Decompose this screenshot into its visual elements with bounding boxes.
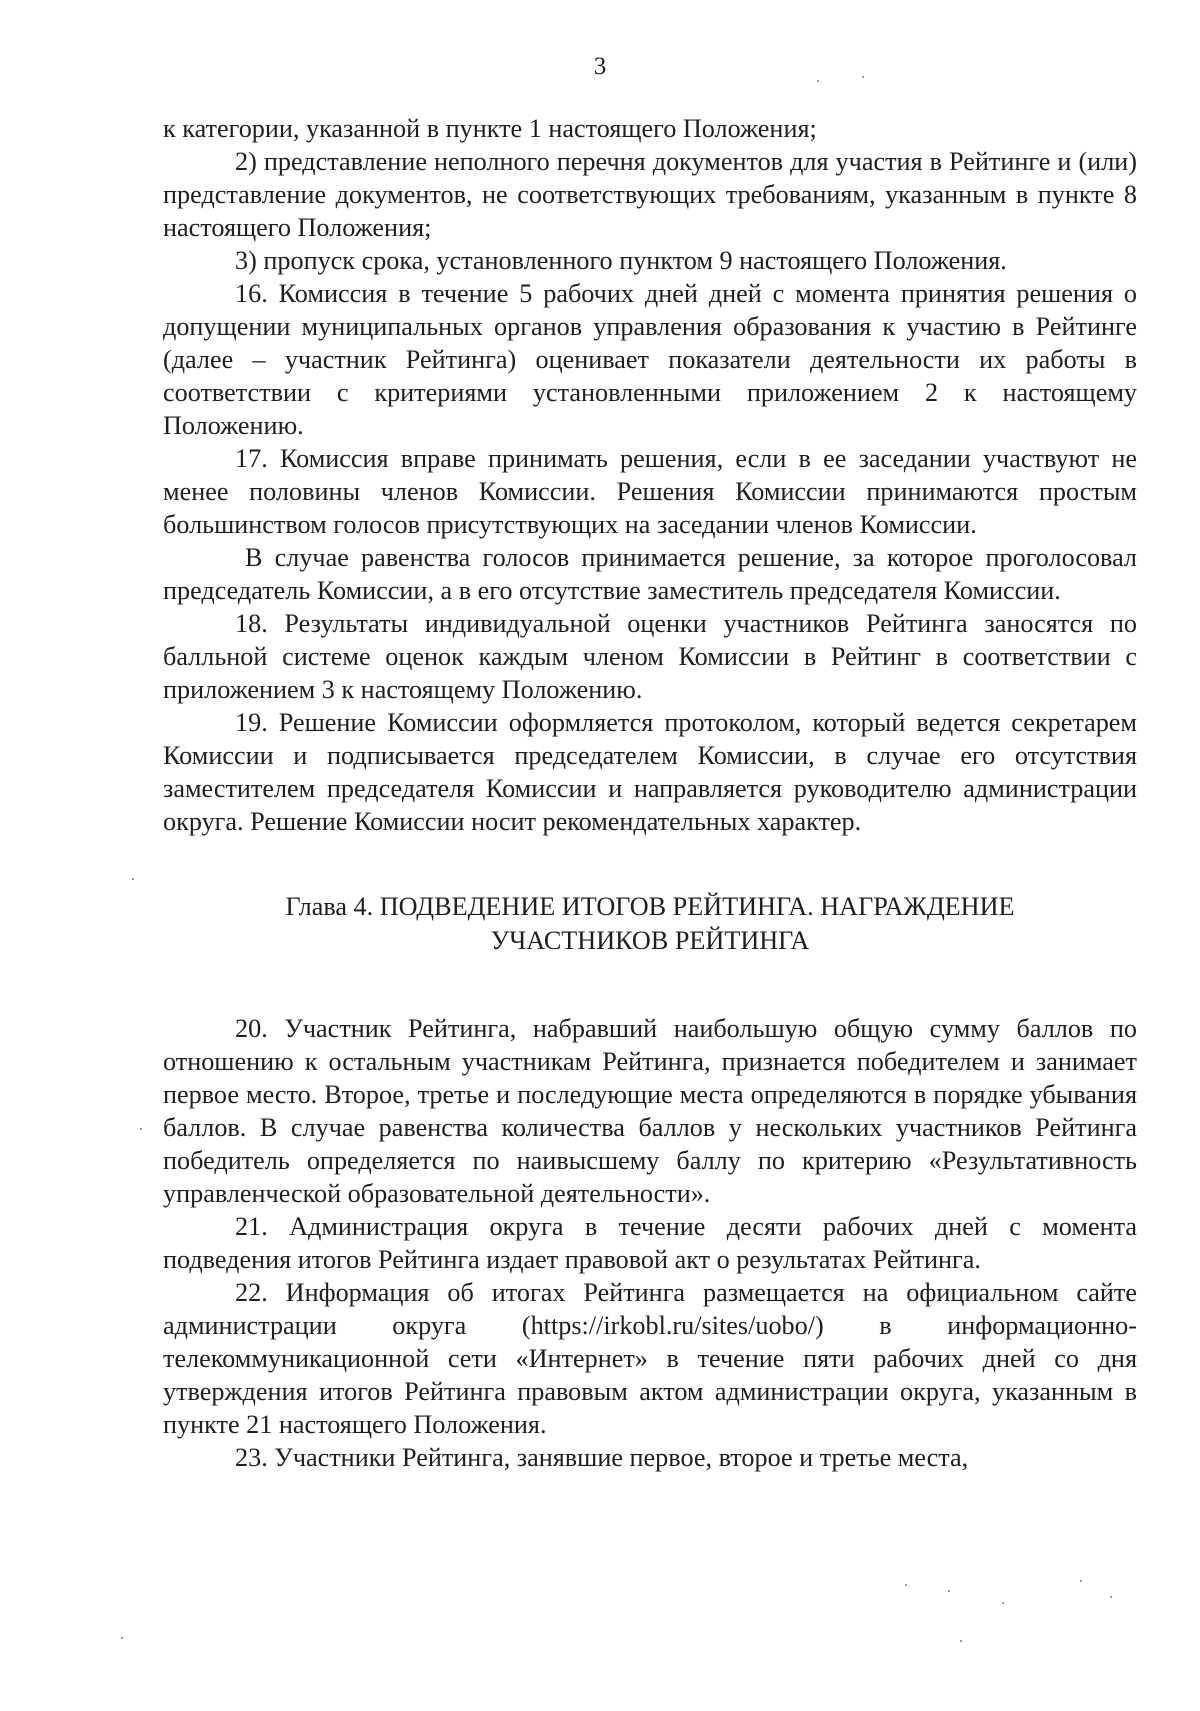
paragraph-17-tie: В случае равенства голосов принимается решение, за которое проголосовал председатель Комиссии, а в его отсутствие заместитель председателя Комиссии. bbox=[163, 543, 1137, 605]
chapter-heading-line-1: Глава 4. ПОДВЕДЕНИЕ ИТОГОВ РЕЙТИНГА. НАГРАЖДЕНИЕ bbox=[285, 892, 1015, 921]
scan-speck bbox=[948, 1590, 950, 1592]
scan-speck bbox=[132, 878, 134, 880]
paragraph-16: 16. Комиссия в течение 5 рабочих дней дней с момента принятия решения о допущении муниципальных органов управления образования к участию в Рейтинге (далее – участник Рейтинга) оценивает показатели деятельности их работы в соответствии с критериями установленными приложением 2 к настоящему Положению. bbox=[163, 279, 1137, 440]
scan-speck bbox=[960, 1640, 962, 1642]
paragraph-20: 20. Участник Рейтинга, набравший наибольшую общую сумму баллов по отношению к остальным участникам Рейтинга, признается победителем и занимает первое место. Второе, третье и последующие места определяются в порядке убывания баллов. В случае равенства количества баллов у нескольких участников Рейтинга победитель определяется по наивысшему баллу по критерию «Результативность управленческой образовательной деятельности». bbox=[163, 1014, 1137, 1208]
scan-speck bbox=[1002, 1602, 1004, 1604]
scan-speck bbox=[817, 80, 819, 82]
chapter-heading-line-2: УЧАСТНИКОВ РЕЙТИНГА bbox=[490, 926, 810, 955]
paragraph-continuation: к категории, указанной в пункте 1 настоящего Положения; bbox=[163, 114, 817, 143]
paragraph-17: 17. Комиссия вправе принимать решения, если в ее заседании участвуют не менее половины членов Комиссии. Решения Комиссии принимаются простым большинством голосов присутствующих на заседании членов Комиссии. bbox=[163, 444, 1137, 539]
paragraph-23: 23. Участники Рейтинга, занявшие первое, второе и третье места, bbox=[235, 1443, 969, 1472]
paragraph-19: 19. Решение Комиссии оформляется протоколом, который ведется секретарем Комиссии и подписывается председателем Комиссии, в случае его отсутствия заместителем председателя Комиссии и направляется руководителю администрации округа. Решение Комиссии носит рекомендательных характер. bbox=[163, 708, 1137, 836]
chapter-heading bbox=[163, 890, 1137, 958]
page-number: 3 bbox=[593, 53, 607, 80]
scan-speck bbox=[1110, 1596, 1112, 1598]
scan-speck bbox=[140, 1128, 142, 1130]
paragraph-22: 22. Информация об итогах Рейтинга размещается на официальном сайте администрации округа (https://irkobl.ru/sites/uobo/) в информационно-телекоммуникационной сети «Интернет» в течение пяти рабочих дней со дня утверждения итогов Рейтинга правовым актом администрации округа, указанным в пункте 21 настоящего Положения. bbox=[163, 1278, 1137, 1439]
paragraph-item-3: 3) пропуск срока, установленного пунктом 9 настоящего Положения. bbox=[235, 246, 1007, 275]
scan-speck bbox=[905, 1584, 907, 1586]
document-body bbox=[163, 112, 1137, 1474]
paragraph-18: 18. Результаты индивидуальной оценки участников Рейтинга заносятся по балльной системе оценок каждым членом Комиссии в Рейтинг в соответствии с приложением 3 к настоящему Положению. bbox=[163, 609, 1137, 704]
paragraph-item-2: 2) представление неполного перечня документов для участия в Рейтинге и (или) представление документов, не соответствующих требованиям, указанным в пункте 8 настоящего Положения; bbox=[163, 147, 1137, 242]
scan-speck bbox=[121, 1637, 123, 1639]
paragraph-21: 21. Администрация округа в течение десяти рабочих дней с момента подведения итогов Рейтинга издает правовой акт о результатах Рейтинга. bbox=[163, 1212, 1137, 1274]
scan-speck bbox=[862, 76, 864, 78]
scan-speck bbox=[1080, 1580, 1082, 1582]
